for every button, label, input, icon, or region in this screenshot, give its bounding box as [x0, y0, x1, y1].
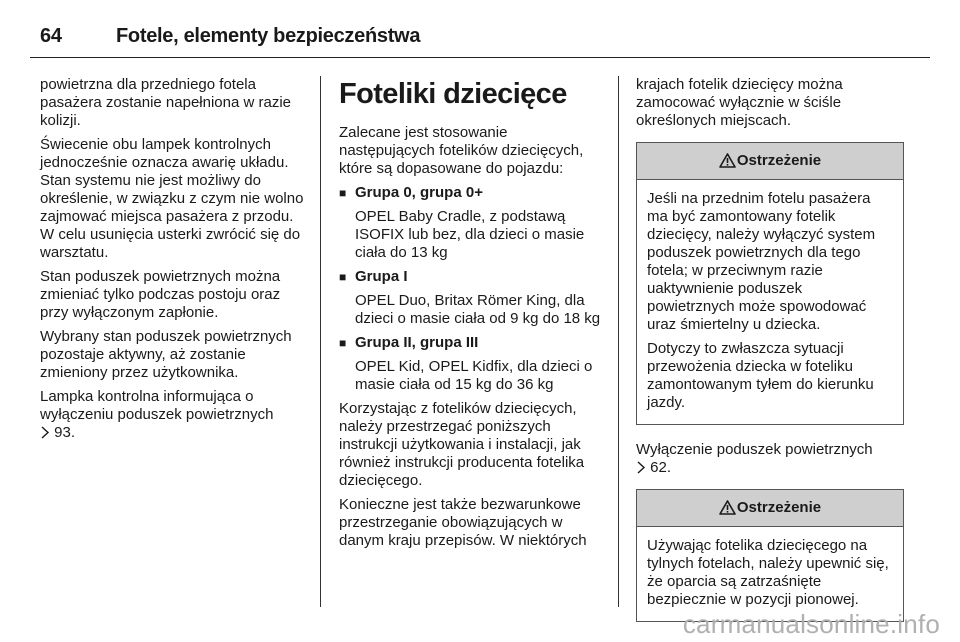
watermark: carmanualsonline.info — [682, 609, 940, 639]
bullet-square-icon: ■ — [339, 186, 347, 200]
paragraph: Konieczne jest także bezwarunkowe przestrzeganie obowiązujących w danym kraju przepisów. W niektórych — [339, 496, 587, 549]
list-item-description: OPEL Baby Cradle, z podstawą ISOFIX lub bez, dla dzieci o masie ciała do 13 kg — [355, 208, 585, 261]
column-middle — [339, 78, 607, 556]
warning-header — [637, 490, 903, 527]
warning-text: Jeśli na przednim fotelu pasażera ma być zamontowany fotelik dziecięcy, należy wyłączyć system poduszek powietrznych dla tego fotela; w przeciwnym razie uaktywnienie poduszek powietrznych może spowodować uraz śmiertelny u dziecka. — [647, 190, 876, 333]
page-header — [40, 14, 920, 54]
list-item-description: OPEL Duo, Britax Römer King, dla dzieci o masie ciała od 9 kg do 18 kg — [355, 292, 601, 327]
column-divider — [320, 76, 321, 607]
reference-page: 93. — [54, 424, 76, 441]
header-rule — [30, 57, 930, 58]
list-item — [339, 268, 607, 328]
paragraph: Zalecane jest stosowanie następujących fotelików dziecięcych, które są dopasowane do pojazdu: — [339, 124, 584, 177]
list-item-title: Grupa 0, grupa 0+ — [355, 184, 483, 201]
warning-box — [636, 142, 904, 425]
paragraph: powietrzna dla przedniego fotela pasażera zostanie napełniona w razie kolizji. — [40, 76, 291, 129]
warning-triangle-icon — [719, 153, 736, 168]
warning-header — [637, 143, 903, 180]
paragraph: Korzystając z fotelików dziecięcych, należy przestrzegać poniższych instrukcji użytkowania i instalacji, jak również instrukcji producenta fotelika dziecięcego. — [339, 400, 585, 489]
page-title: Fotele, elementy bezpieczeństwa — [116, 25, 421, 47]
reference-page: 62. — [650, 459, 672, 476]
reference-arrow-icon — [40, 426, 50, 439]
section-heading: Foteliki dziecięce — [339, 78, 567, 110]
warning-body — [637, 180, 903, 424]
paragraph-text: Lampka kontrolna informująca o wyłączeniu poduszek powietrznych — [40, 388, 274, 423]
list-item-description: OPEL Kid, OPEL Kidfix, dla dzieci o masie ciała od 15 kg do 36 kg — [355, 358, 593, 393]
column-left — [40, 76, 308, 448]
bullet-square-icon: ■ — [339, 336, 347, 350]
column-divider — [618, 76, 619, 607]
reference-arrow-icon — [636, 461, 646, 474]
paragraph — [40, 388, 308, 442]
page-number: 64 — [40, 25, 62, 47]
warning-box — [636, 489, 904, 622]
paragraph-text: Wyłączenie poduszek powietrznych — [636, 441, 873, 458]
paragraph: Wybrany stan poduszek powietrznych pozostaje aktywny, aż zostanie zmieniony przez użytkownika. — [40, 328, 292, 381]
paragraph: Stan poduszek powietrznych można zmieniać tylko podczas postoju oraz przy wyłączonym zapłonie. — [40, 268, 281, 321]
column-right — [636, 76, 904, 638]
warning-title: Ostrzeżenie — [736, 499, 822, 516]
paragraph: Świecenie obu lampek kontrolnych jednocześnie oznacza awarię układu. Stan systemu nie jest możliwy do określenie, w związku z czym nie wolno zajmować miejsca pasażera z przodu. W celu usunięcia usterki zwrócić się do warsztatu. — [40, 136, 304, 261]
list-item-title: Grupa II, grupa III — [355, 334, 479, 351]
list-item-title: Grupa I — [355, 268, 408, 285]
warning-title: Ostrzeżenie — [736, 152, 822, 169]
paragraph — [636, 441, 904, 477]
warning-body — [637, 527, 903, 621]
bullet-square-icon: ■ — [339, 270, 347, 284]
list-item — [339, 334, 607, 394]
warning-text: Dotyczy to zwłaszcza sytuacji przewożenia dziecka w foteliku zamontowanym tyłem do kierunku jazdy. — [647, 340, 874, 411]
cross-reference-link[interactable] — [636, 459, 671, 476]
warning-triangle-icon — [719, 500, 736, 515]
paragraph: krajach fotelik dziecięcy można zamocować wyłącznie w ściśle określonych miejscach. — [636, 76, 843, 129]
warning-text: Używając fotelika dziecięcego na tylnych fotelach, należy upewnić się, że oparcia są zatrzaśnięte bezpiecznie w pozycji pionowej. — [647, 537, 889, 608]
list-item — [339, 184, 607, 262]
cross-reference-link[interactable] — [40, 424, 75, 441]
